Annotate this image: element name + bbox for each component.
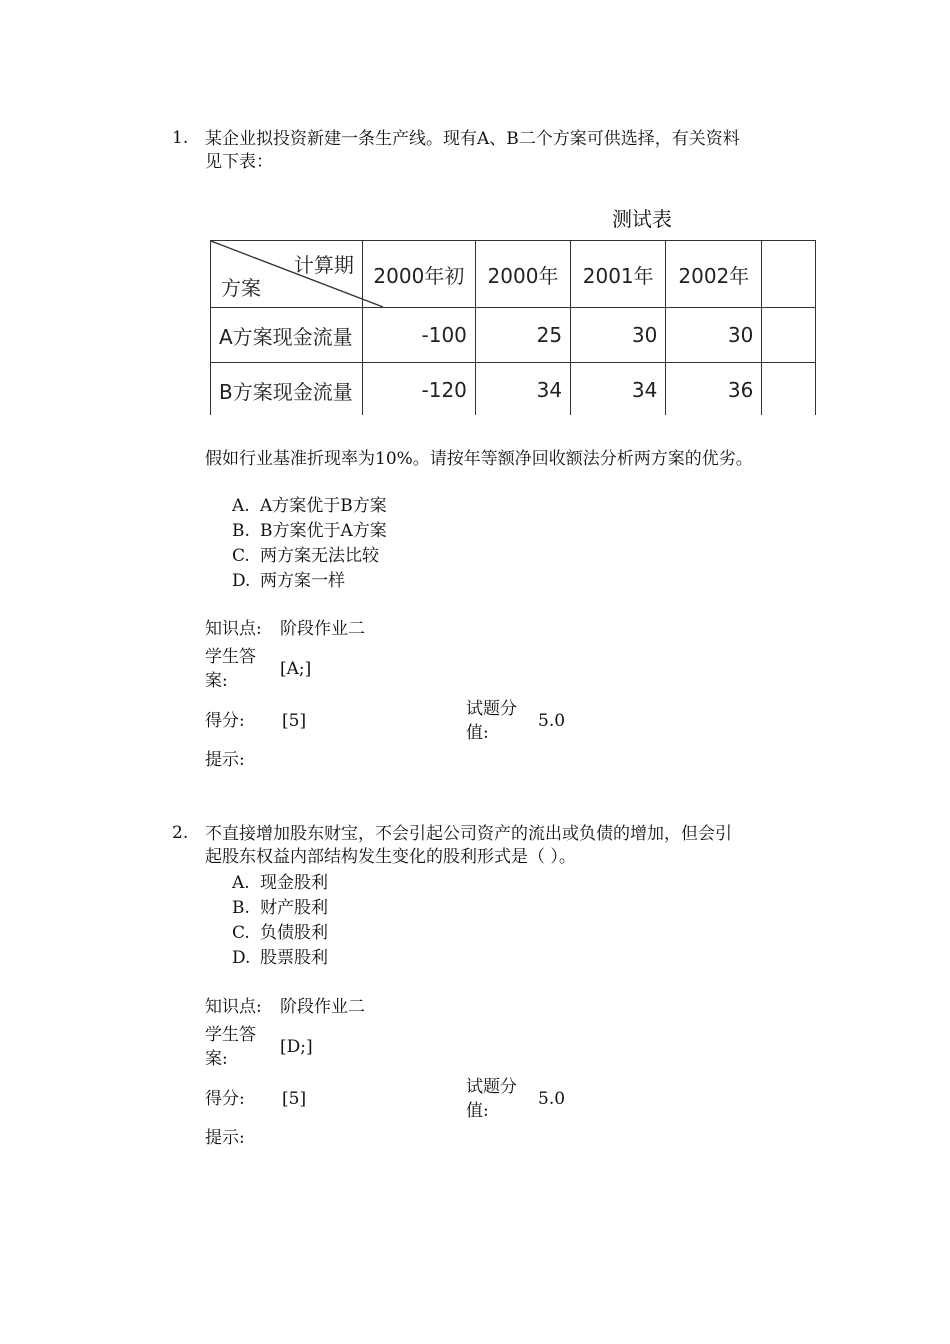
answer-label (205, 645, 267, 693)
table-cell: -100 (362, 308, 475, 363)
question-text-line: 起股东权益内部结构发生变化的股利形式是（ ）。 (205, 847, 576, 867)
options-list (232, 494, 387, 594)
table-cell: 34 (571, 363, 666, 416)
question-number: 1. (172, 128, 189, 148)
question-number: 2. (172, 823, 189, 843)
option-d (232, 946, 328, 971)
option-letter: D. (232, 571, 251, 591)
option-letter: A. (232, 496, 250, 516)
column-header: 2001年 (571, 241, 666, 308)
table-cell: 34 (475, 363, 570, 416)
column-header: 2002年 (666, 241, 762, 308)
question-2 (0, 800, 950, 1180)
points-label-line: 试题分 (466, 1077, 517, 1097)
answer-label (205, 1023, 267, 1071)
points-label (466, 1075, 528, 1123)
table-cell: 25 (475, 308, 570, 363)
knowledge-label: 知识点: (205, 619, 262, 639)
score-label: 得分: (205, 1089, 245, 1109)
option-letter: C. (232, 546, 250, 566)
option-text: 两方案无法比较 (260, 546, 379, 566)
question-text-line: 某企业拟投资新建一条生产线。现有A、B二个方案可供选择，有关资料 (205, 129, 740, 149)
answer-value: [A;] (280, 659, 312, 679)
score-value: [5] (282, 711, 307, 731)
hint-label: 提示: (205, 750, 245, 770)
option-c (232, 921, 328, 946)
option-a (232, 494, 387, 519)
option-text: 两方案一样 (260, 571, 345, 591)
column-header: 2000年 (475, 241, 570, 308)
option-text: 股票股利 (260, 948, 328, 968)
option-text: 财产股利 (260, 898, 328, 918)
table-cell: 36 (666, 363, 762, 416)
points-label-line: 值: (466, 723, 489, 743)
table-cell: 30 (666, 308, 762, 363)
option-letter: A. (232, 873, 250, 893)
option-text: A方案优于B方案 (260, 496, 387, 516)
score-label: 得分: (205, 711, 245, 731)
knowledge-label: 知识点: (205, 997, 262, 1017)
table-corner-cell (211, 241, 363, 308)
option-text: B方案优于A方案 (260, 521, 387, 541)
table-cell-cut (762, 363, 816, 416)
answer-label-line: 案: (205, 671, 228, 691)
option-letter: D. (232, 948, 251, 968)
answer-value: [D;] (280, 1037, 313, 1057)
option-text: 负债股利 (260, 923, 328, 943)
option-letter: B. (232, 898, 250, 918)
column-header-cut (762, 241, 816, 308)
option-text: 现金股利 (260, 873, 328, 893)
table-cell: 30 (571, 308, 666, 363)
answer-label-line: 案: (205, 1049, 228, 1069)
option-d (232, 569, 387, 594)
points-value: 5.0 (538, 711, 566, 731)
points-value: 5.0 (538, 1089, 566, 1109)
corner-label-period: 计算期 (293, 253, 354, 277)
corner-label-plan: 方案 (221, 276, 261, 300)
option-b (232, 519, 387, 544)
option-letter: C. (232, 923, 250, 943)
question-text (205, 128, 815, 174)
option-a (232, 871, 328, 896)
row-label: B方案现金流量 (211, 363, 363, 416)
points-label-line: 试题分 (466, 699, 517, 719)
points-label (466, 697, 528, 745)
cash-flow-table (210, 240, 816, 415)
table-row (211, 363, 816, 416)
knowledge-value: 阶段作业二 (280, 997, 365, 1017)
option-letter: B. (232, 521, 250, 541)
column-header: 2000年初 (362, 241, 475, 308)
table-row (211, 308, 816, 363)
answer-label-line: 学生答 (205, 1025, 256, 1045)
row-label: A方案现金流量 (211, 308, 363, 363)
table-header-row (211, 241, 816, 308)
question-text-after-table: 假如行业基准折现率为10%。请按年等额净回收额法分析两方案的优劣。 (205, 449, 753, 469)
table-title: 测试表 (612, 207, 672, 231)
question-text-line: 见下表： (205, 152, 273, 172)
knowledge-value: 阶段作业二 (280, 619, 365, 639)
option-b (232, 896, 328, 921)
option-c (232, 544, 387, 569)
answer-label-line: 学生答 (205, 647, 256, 667)
question-text (205, 823, 815, 869)
table-cell: -120 (362, 363, 475, 416)
points-label-line: 值: (466, 1101, 489, 1121)
question-text-line: 不直接增加股东财宝，不会引起公司资产的流出或负债的增加，但会引 (205, 824, 732, 844)
hint-label: 提示: (205, 1128, 245, 1148)
score-value: [5] (282, 1089, 307, 1109)
cash-flow-table-container (210, 240, 816, 415)
options-list (232, 871, 328, 971)
table-cell-cut (762, 308, 816, 363)
